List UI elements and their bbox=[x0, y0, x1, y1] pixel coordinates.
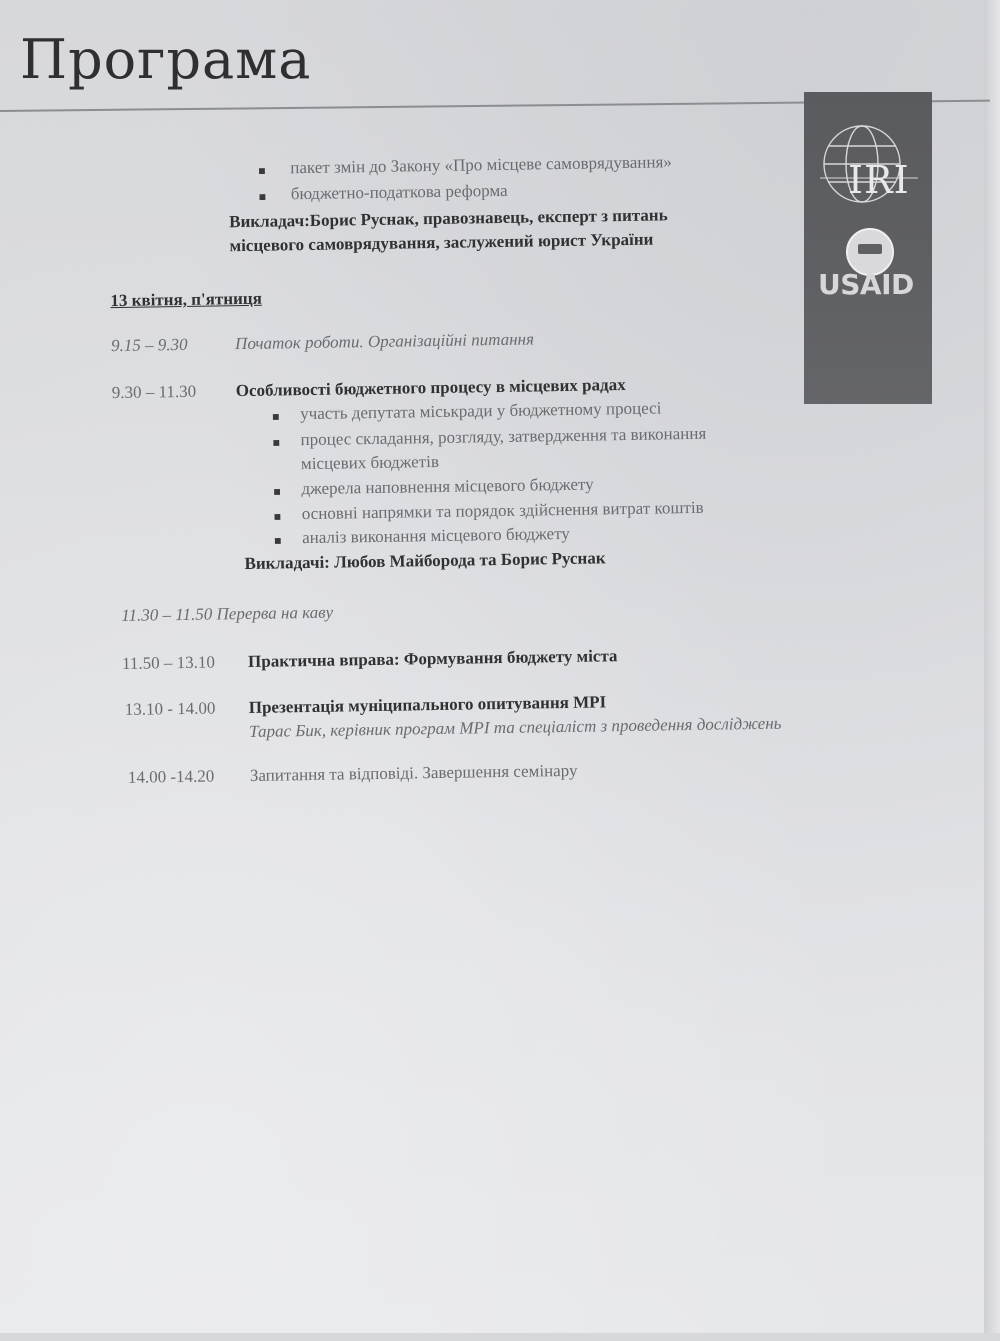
lecturer-line: місцевого самоврядування, заслужений юрист України bbox=[229, 229, 654, 256]
schedule-title: Особливості бюджетного процесу в місцевих радах bbox=[235, 375, 626, 401]
list-item: пакет змін до Закону «Про місцеве самоврядування» bbox=[290, 152, 672, 178]
schedule-time: 9.30 – 11.30 bbox=[111, 381, 197, 403]
schedule-subtitle: Тарас Бик, керівник програм МРІ та спеціаліст з проведення досліджень bbox=[249, 713, 782, 741]
list-item: основні напрямки та порядок здійснення витрат коштів bbox=[301, 497, 704, 524]
bullet-marker: ■ bbox=[258, 189, 267, 204]
bullet-marker: ■ bbox=[273, 484, 281, 499]
schedule-time: 11.50 – 13.10 bbox=[121, 652, 216, 673]
usaid-logo-text: USAID bbox=[818, 268, 914, 301]
bullet-marker: ■ bbox=[272, 435, 280, 450]
bullet-marker: ■ bbox=[272, 409, 280, 424]
schedule-title: Презентація муніципального опитування МРІ bbox=[248, 692, 607, 717]
schedule-title: Практична вправа: Формування бюджету міста bbox=[247, 646, 618, 671]
lecturer-line: Викладач:Борис Руснак, правознавець, експерт з питань bbox=[229, 205, 668, 232]
page-title: Програма bbox=[20, 28, 312, 91]
list-item: бюджетно-податкова реформа bbox=[290, 180, 508, 204]
list-item: аналіз виконання місцевого бюджету bbox=[301, 523, 570, 548]
schedule-time: 14.00 -14.20 bbox=[127, 766, 215, 787]
schedule-time: 9.15 – 9.30 bbox=[110, 334, 188, 356]
list-item: процес складання, розгляду, затвердження та виконання bbox=[300, 423, 707, 450]
day-heading: 13 квітня, п'ятниця bbox=[110, 288, 262, 311]
list-item-continuation: місцевих бюджетів bbox=[300, 451, 440, 474]
list-item: участь депутата міськради у бюджетному процесі bbox=[300, 398, 662, 424]
lecturer-line: Викладачі: Любов Майборода та Борис Руснак bbox=[244, 548, 606, 574]
coffee-break: 11.30 – 11.50 Перерва на каву bbox=[121, 602, 334, 625]
list-item: джерела наповнення місцевого бюджету bbox=[301, 474, 594, 499]
schedule-time: 13.10 - 14.00 bbox=[124, 698, 216, 719]
bullet-marker: ■ bbox=[273, 509, 282, 524]
schedule-title: Початок роботи. Організаційні питання bbox=[234, 329, 535, 354]
bullet-marker: ■ bbox=[274, 533, 282, 548]
schedule-title: Запитання та відповіді. Завершення семінару bbox=[249, 760, 578, 785]
bullet-marker: ■ bbox=[258, 163, 266, 178]
iri-logo-text: IRI bbox=[848, 158, 910, 202]
